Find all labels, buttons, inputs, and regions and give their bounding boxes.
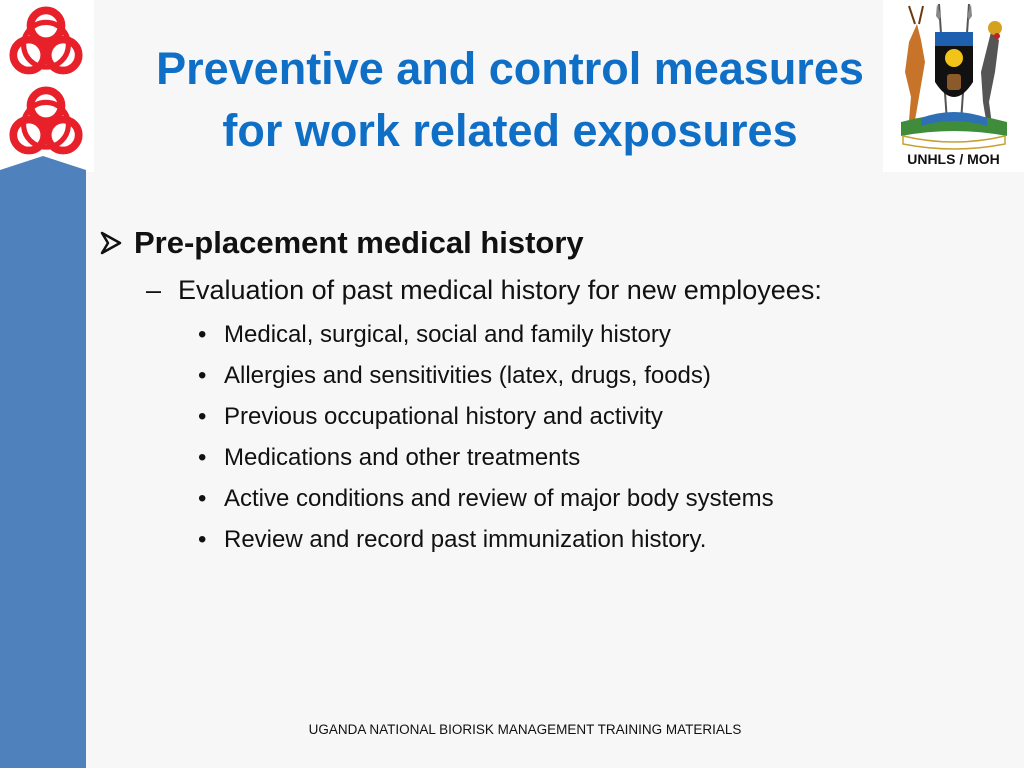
bullet-dot: • — [198, 403, 207, 430]
list-item-text: Previous occupational history and activity — [224, 403, 663, 430]
list-item — [198, 437, 1000, 478]
bullet-dot: • — [198, 362, 207, 389]
biohazard-logo-strip — [0, 0, 94, 172]
slide-footer: UGANDA NATIONAL BIORISK MANAGEMENT TRAINING MATERIALS — [308, 722, 742, 737]
bullet-dot: • — [198, 321, 207, 348]
left-sidebar-bar — [0, 170, 86, 768]
dash-bullet: – — [146, 275, 162, 305]
slide-content — [100, 222, 1000, 560]
arrow-bullet-icon — [100, 231, 122, 255]
heading-text: Pre-placement medical history — [134, 225, 584, 260]
list-item-text: Active conditions and review of major body systems — [224, 485, 774, 512]
title-line-2: for work related exposures — [222, 105, 798, 156]
biohazard-icon — [2, 0, 90, 86]
list-item-text: Medications and other treatments — [224, 444, 581, 471]
sub-item-text: Evaluation of past medical history for new employees: — [178, 275, 822, 305]
coat-of-arms-icon — [891, 2, 1016, 150]
bullet-dot: • — [198, 444, 207, 471]
slide-title — [100, 38, 920, 162]
bullet-dot: • — [198, 526, 207, 553]
list-item-text: Allergies and sensitivities (latex, drugs, foods) — [224, 362, 711, 389]
list-item — [198, 314, 1000, 355]
list-item — [198, 478, 1000, 519]
coat-of-arms-logo — [883, 0, 1024, 172]
bullet-heading — [100, 222, 1000, 264]
bullet-list — [198, 314, 1000, 560]
sub-item — [146, 270, 1000, 310]
list-item-text: Review and record past immunization history. — [224, 526, 707, 553]
biohazard-icon — [2, 80, 90, 166]
list-item-text: Medical, surgical, social and family history — [224, 321, 671, 348]
logo-caption: UNHLS / MOH — [907, 151, 1000, 167]
list-item — [198, 519, 1000, 560]
title-line-1: Preventive and control measures — [156, 43, 864, 94]
list-item — [198, 355, 1000, 396]
bullet-dot: • — [198, 485, 207, 512]
list-item — [198, 396, 1000, 437]
